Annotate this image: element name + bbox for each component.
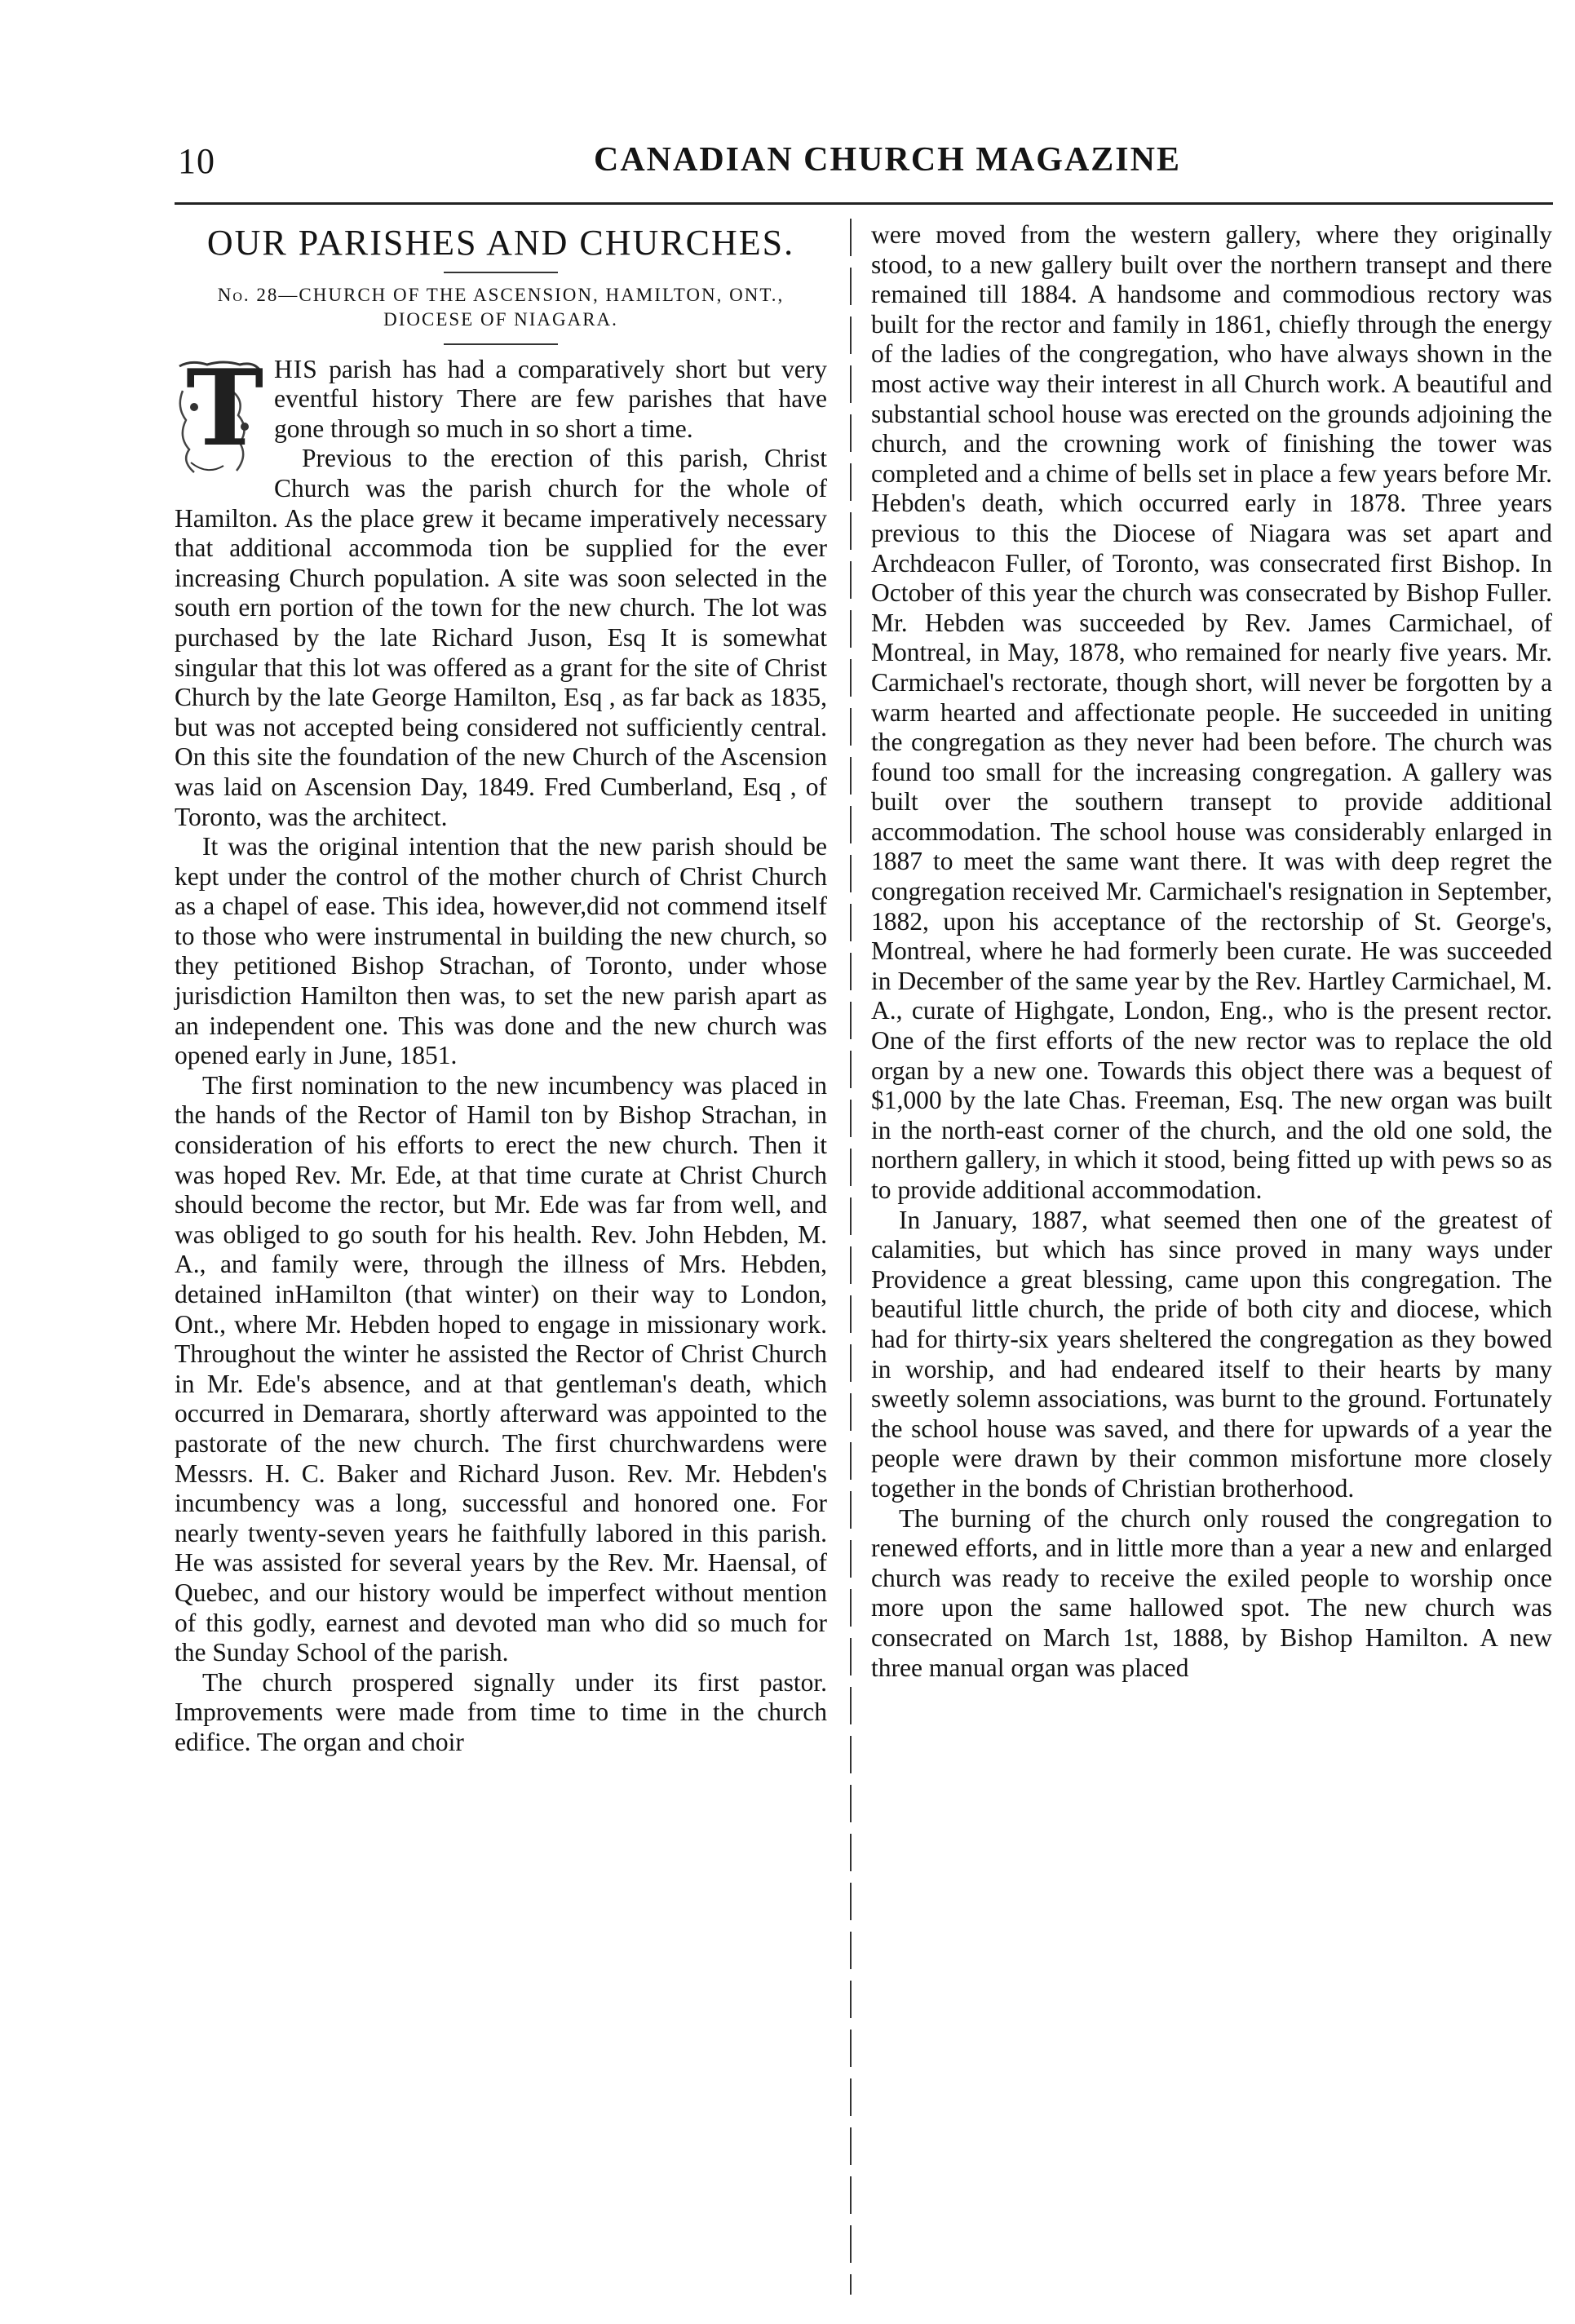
page-number: 10 <box>178 141 215 181</box>
first-word: HIS <box>274 354 318 383</box>
ornamental-dropcap <box>175 347 264 477</box>
paragraph-1 <box>175 347 827 470</box>
column-divider <box>850 219 852 2295</box>
dropcap-letter: T <box>186 347 264 470</box>
right-column <box>871 220 1552 1683</box>
running-title: CANADIAN CHURCH MAGAZINE <box>594 141 1181 179</box>
article-subtitle: No. 28—CHURCH OF THE ASCENSION, HAMILTON, ONT., DIOCESE OF NIAGARA. <box>217 284 785 330</box>
paragraph-3: It was the original intention that the new parish should be kept under the control of the mother church of Christ Church as a chapel of ease. This idea, however,did not commend itself to those who were instrumental in building the new church, so they petitioned Bishop Strachan, of Toronto, under whose jurisdiction Hamilton then was, to set the new parish apart as an independent one. This was done and the new church was opened early in June, 1851. <box>175 832 827 1070</box>
header-rule <box>175 202 1553 205</box>
paragraph-2: Previous to the erection of this parish, Christ Church was the parish church for the whole of Hamilton. As the place grew it became imperatively necessary that additional accommoda tion be supplied for the ever increasing Church population. A site was soon selected in the south ern portion of the town for the new church. The lot was purchased by the late Richard Juson, Esq It is somewhat singular that this lot was offered as a grant for the site of Christ Church by the late George Hamilton, Esq , as far back as 1835, but was not accepted being considered not sufficiently central. On this site the foundation of the new Church of the Ascension was laid on Ascension Day, 1849. Fred Cumberland, Esq , of Toronto, was the architect. <box>175 444 827 831</box>
paragraph-6: were moved from the western gallery, where they originally stood, to a new gallery built over the northern transept and there remained till 1884. A handsome and commodious rectory was built for the rector and family in 1861, chiefly through the energy of the ladies of the congregation, who have always shown in the most active way their interest in all Church work. A beautiful and substantial school house was erected on the grounds adjoining the church, and the crowning work of finishing the tower was completed and a chime of bells set in place a few years before Mr. Hebden's death, which occurred early in 1878. Three years previous to this the Diocese of Niagara was set apart and Archdeacon Fuller, of Toronto, was consecrated first Bishop. In October of this year the church was consecrated by Bishop Fuller. Mr. Hebden was succeeded by Rev. James Carmichael, of Montreal, in May, 1878, who remained for nearly five years. Mr. Carmichael's rectorate, though short, will never be forgotten by a warm hearted and affectionate people. He succeeded in uniting the congregation as they never had been before. The church was found too small for the increasing congregation. A gallery was built over the southern transept to provide additional accommodation. The school house was considerably enlarged in 1887 to meet the same want there. It was with deep regret the congregation received Mr. Carmichael's resignation in September, 1882, upon his acceptance of the rectorship of St. George's, Montreal, where he had formerly been curate. He was succeeded in December of the same year by the Rev. Hartley Carmichael, M. A., curate of Highgate, London, Eng., who is the present rector. One of the first efforts of the new rector was to replace the old organ by a new one. Towards this object there was a bequest of $1,000 by the late Chas. Freeman, Esq. The new organ was built in the north-east corner of the church, and the old one sold, the northern gallery, in which it stood, being fitted up with pews so as to provide additional accommodation. <box>871 220 1552 1204</box>
paragraph-4: The first nomination to the new incumbency was placed in the hands of the Rector of Hamil ton by Bishop Strachan, in consideration of his efforts to erect the new church. Then it was hoped Rev. Mr. Ede, at that time curate at Christ Church should become the rector, but Mr. Ede was far from well, and was obliged to go south for his health. Rev. John Hebden, M. A., and family were, through the illness of Mrs. Hebden, detained inHamilton (that winter) on their way to London, Ont., where Mr. Hebden hoped to engage in missionary work. Throughout the winter he assisted the Rector of Christ Church in Mr. Ede's absence, and at that gentleman's death, which occurred in Demarara, shortly afterward was appointed to the pastorate of the new church. The first churchwardens were Messrs. H. C. Baker and Richard Juson. Rev. Mr. Hebden's incumbency was a long, successful and honored one. For nearly twenty-seven years he faithfully labored in this parish. He was assisted for several years by the Rev. Mr. Haensal, of Quebec, and our history would be imperfect without mention of this godly, earnest and devoted man who did so much for the Sunday School of the parish. <box>175 1070 827 1667</box>
title-rule <box>444 272 558 273</box>
paragraph-8: The burning of the church only roused the congregation to renewed efforts, and in little more than a year a new and enlarged church was ready to receive the exiled people to worship once more upon the same hallowed spot. The new church was consecrated on March 1st, 1888, by Bishop Hamilton. A new three manual organ was placed <box>871 1503 1552 1682</box>
paragraph-1-text: parish has had a comparatively short but very eventful history There are few parishes that have gone through so much in so short a time. <box>274 354 827 443</box>
paragraph-5: The church prospered signally under its first pastor. Improvements were made from time to time in the church edifice. The organ and choir <box>175 1667 827 1756</box>
page-header <box>178 140 1548 189</box>
section-title: OUR PARISHES AND CHURCHES. <box>206 223 795 263</box>
subtitle-rule <box>444 343 558 345</box>
left-column <box>175 220 827 1758</box>
paragraph-7: In January, 1887, what seemed then one of the greatest of calamities, but which has since proved in many ways under Providence a great blessing, came upon this congregation. The beautiful little church, the pride of both city and diocese, which had for thirty-six years sheltered the congregation as they bowed in worship, and had endeared itself to their hearts by many sweetly solemn associations, was burnt to the ground. Fortunately the school house was saved, and there for upwards of a year the people were drawn by their common misfortune more closely together in the bonds of Christian brotherhood. <box>871 1205 1552 1503</box>
